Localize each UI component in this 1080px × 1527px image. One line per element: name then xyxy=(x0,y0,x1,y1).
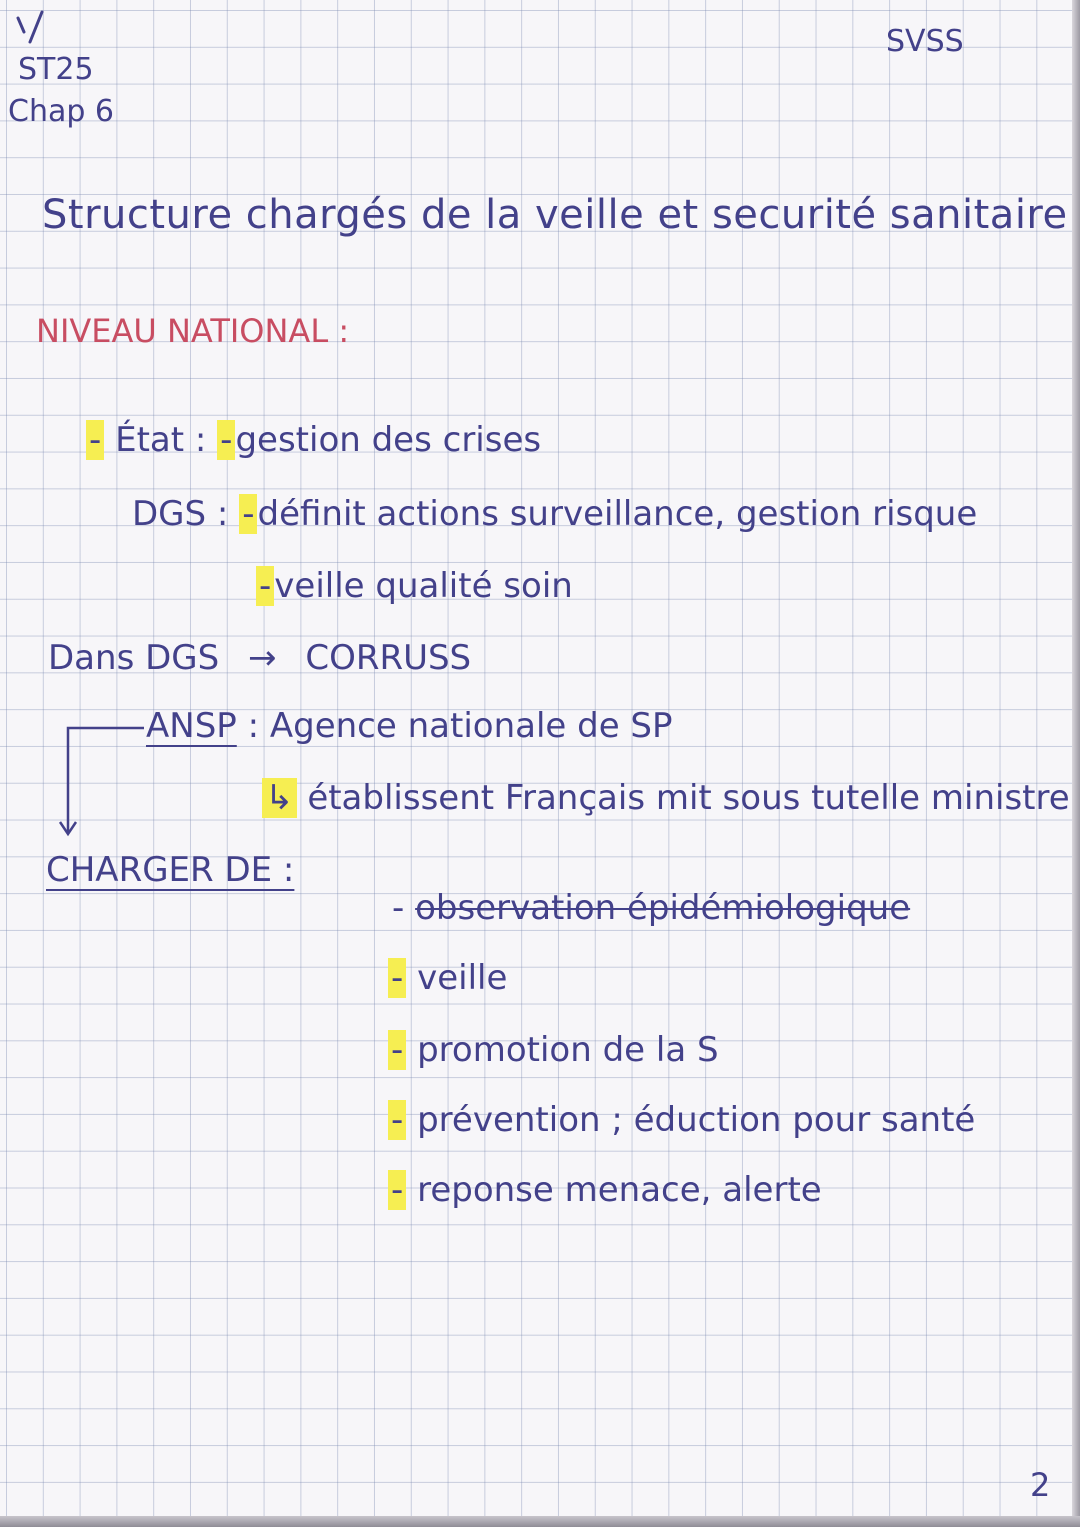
chapter-label: Chap 6 xyxy=(8,94,115,129)
bullet-dash: - xyxy=(388,1100,406,1140)
ansp-label: ANSP xyxy=(146,706,237,746)
page-edge-right xyxy=(1072,0,1080,1527)
charger-item xyxy=(388,958,507,998)
sub-arrow-icon: ↳ xyxy=(262,778,297,818)
ansp-row xyxy=(146,706,673,746)
subject-label: SVSS xyxy=(886,24,964,59)
etat-label: État xyxy=(115,420,185,460)
ansp-sub: établissent Français mit sous tutelle ministre xyxy=(307,778,1070,818)
bullet-dash: - xyxy=(388,958,406,998)
charger-item xyxy=(392,888,910,928)
ansp-definition: Agence nationale de SP xyxy=(269,706,673,746)
bracket-arrow-icon xyxy=(56,724,146,844)
page-edge-bottom xyxy=(0,1516,1080,1527)
dgs-row-2 xyxy=(256,566,573,606)
charger-item-1: observation épidémiologique xyxy=(415,888,911,928)
dgs-row xyxy=(132,494,977,534)
ansp-sub-row xyxy=(262,778,1070,818)
dgs-item-1: définit actions surveillance, gestion risque xyxy=(257,494,978,534)
charger-item xyxy=(388,1030,719,1070)
bullet-dash: - xyxy=(256,566,274,606)
dans-dgs-label: Dans DGS xyxy=(48,638,220,678)
course-code: ST25 xyxy=(18,52,94,87)
dgs-label: DGS xyxy=(132,494,207,534)
etat-sep: : xyxy=(194,420,207,460)
dgs-item-2: veille qualité soin xyxy=(274,566,573,606)
bullet-dash: - xyxy=(217,420,235,460)
charger-item-5: reponse menace, alerte xyxy=(417,1170,822,1210)
bullet-dash: - xyxy=(86,420,104,460)
etat-item: gestion des crises xyxy=(235,420,542,460)
charger-item-2: veille xyxy=(417,958,508,998)
charger-item xyxy=(388,1100,975,1140)
bullet-dash: - xyxy=(239,494,257,534)
page-number: 2 xyxy=(1030,1466,1051,1504)
ansp-sep: : xyxy=(247,706,260,746)
bullet-dash: - xyxy=(388,1030,406,1070)
corruss-label: CORRUSS xyxy=(305,638,472,678)
bullet-dash: - xyxy=(388,1170,406,1210)
arrow-right-icon: → xyxy=(248,638,277,678)
charger-item xyxy=(388,1170,822,1210)
dgs-sep: : xyxy=(216,494,229,534)
charger-heading: CHARGER DE : xyxy=(46,850,295,890)
dans-dgs-row xyxy=(48,638,471,678)
page-title: Structure chargés de la veille et securité sanitaire xyxy=(42,192,1068,238)
bullet-dash: - xyxy=(392,888,405,928)
etat-row xyxy=(86,420,541,460)
section-heading: NIVEAU NATIONAL : xyxy=(36,312,350,350)
charger-item-3: promotion de la S xyxy=(417,1030,719,1070)
charger-item-4: prévention ; éduction pour santé xyxy=(417,1100,976,1140)
